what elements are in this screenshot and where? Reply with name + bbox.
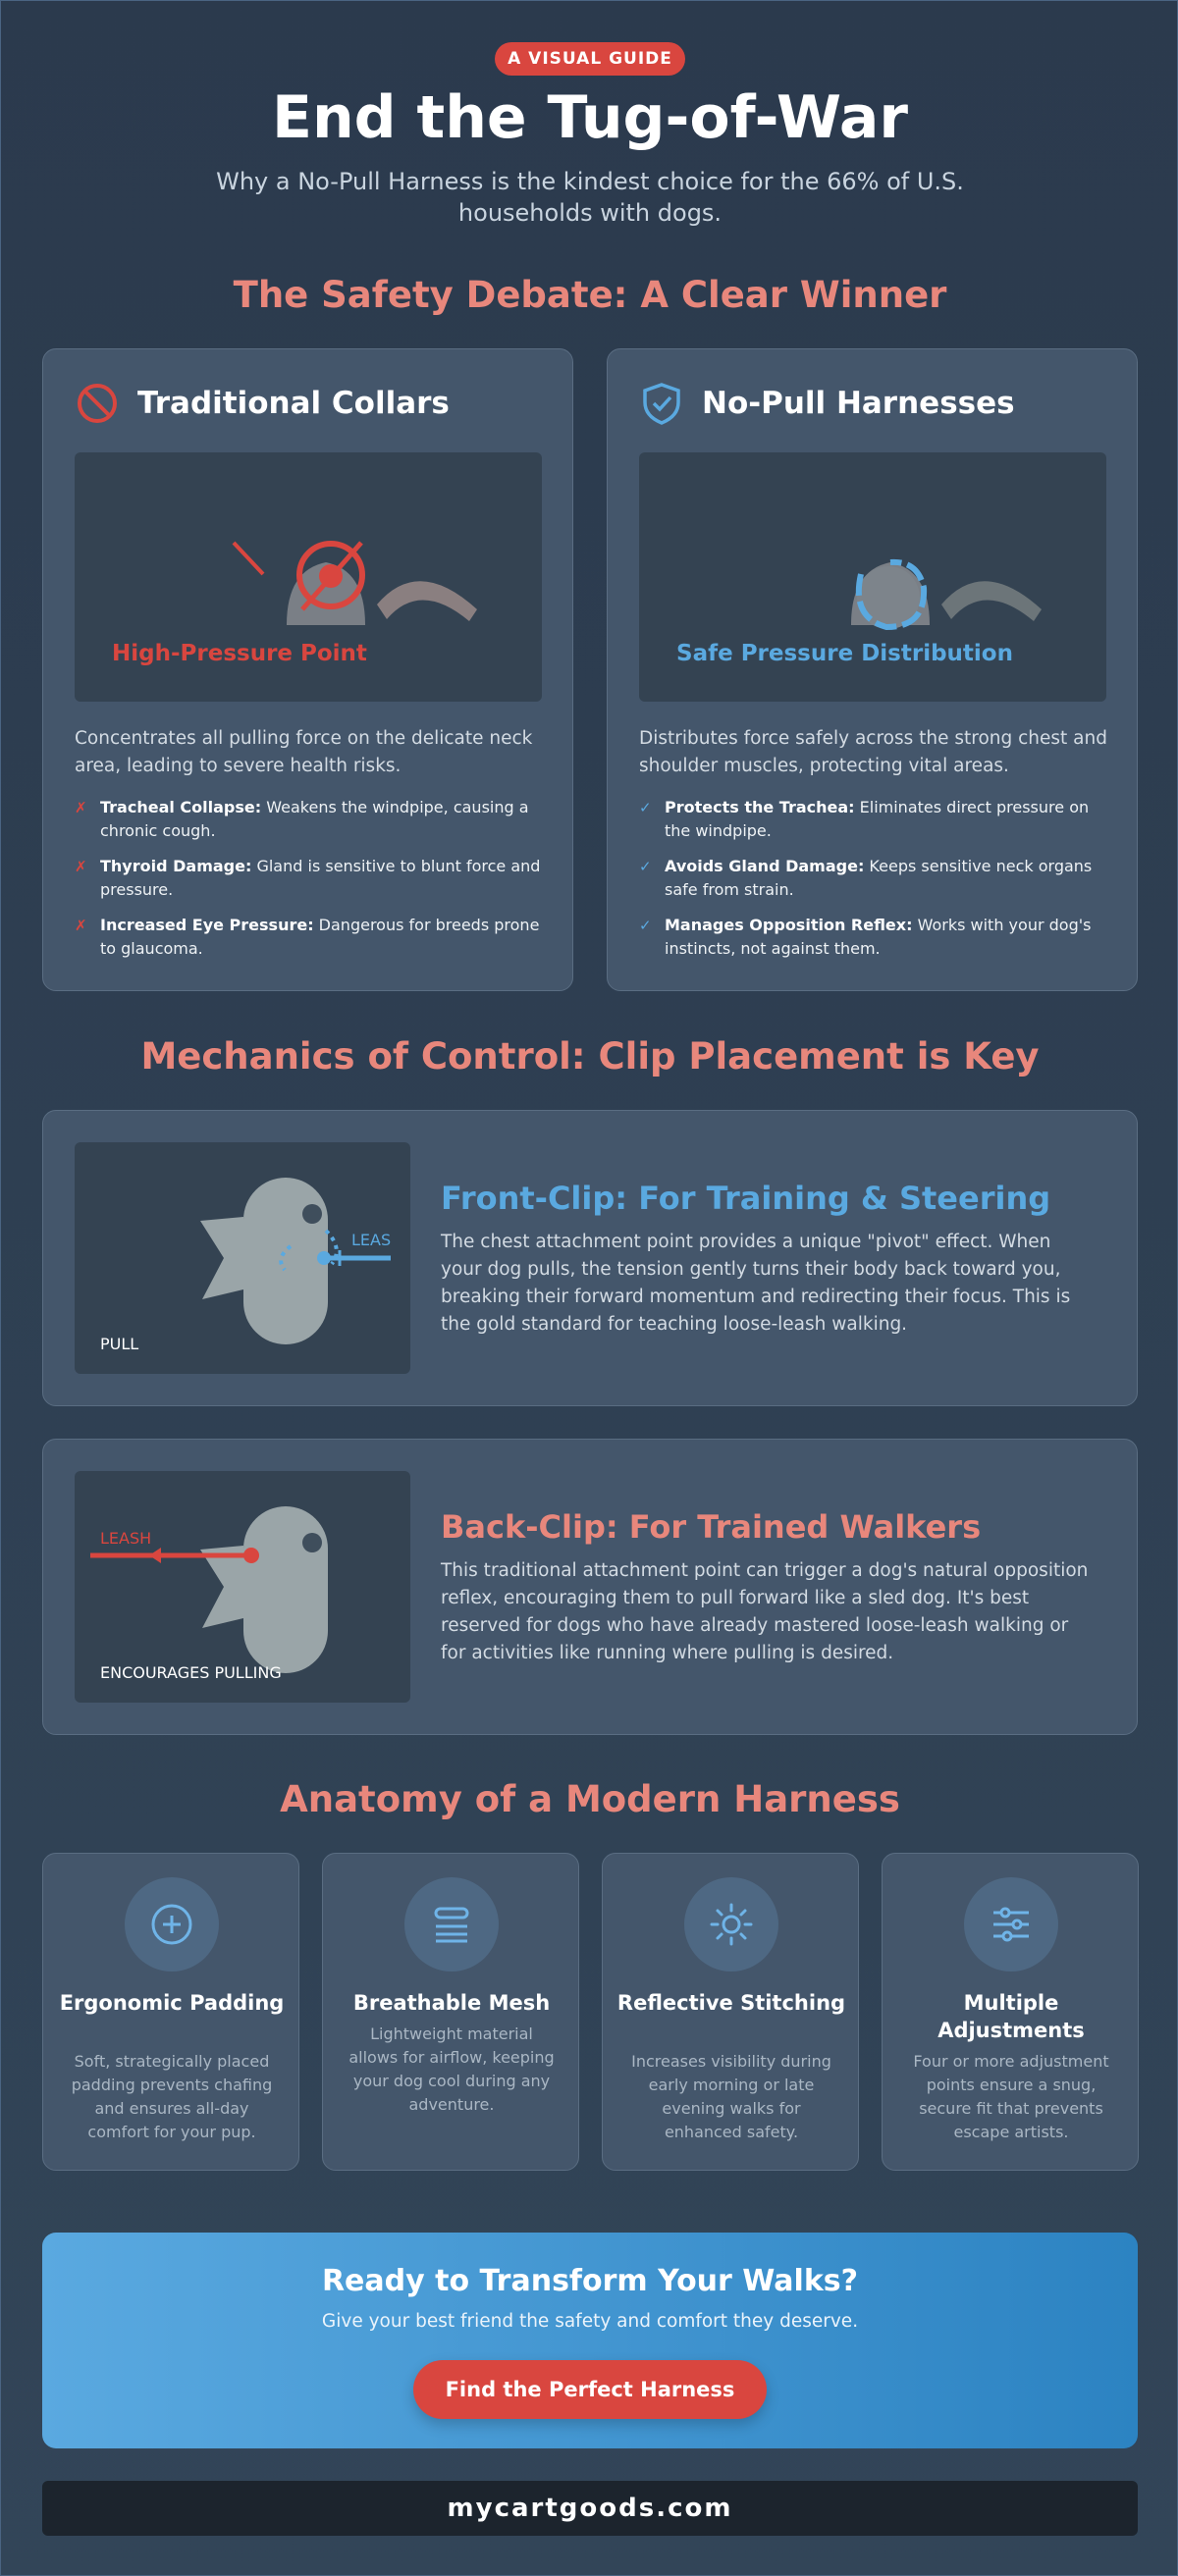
sliders-icon: [988, 1901, 1035, 1948]
feature-card-padding: [42, 1853, 299, 2171]
cta-banner: [42, 2233, 1138, 2448]
sun-icon: [708, 1901, 755, 1948]
check-mark-icon: ✓: [639, 799, 652, 816]
back-clip-title: Back-Clip: For Trained Walkers: [441, 1508, 982, 1546]
list-item: [75, 796, 546, 843]
harnesses-card: [607, 348, 1138, 991]
front-leash-tag: LEAS: [351, 1231, 392, 1249]
back-clip-illustration: [75, 1471, 410, 1703]
harnesses-description: Distributes force safely across the strong chest and shoulder muscles, protecting vital areas.: [639, 728, 1107, 776]
collars-risk-list: [75, 796, 546, 973]
harnesses-benefit-list: [639, 796, 1110, 973]
bullet-text: Keeps sensitive neck organs safe from strain.: [665, 857, 1093, 899]
bullet-text: Gland is sensitive to blunt force and pressure.: [100, 857, 541, 899]
plus-circle-icon: [148, 1901, 195, 1948]
bullet-heading: Increased Eye Pressure:: [100, 916, 314, 934]
feature-title: Reflective Stitching: [616, 1991, 846, 2015]
front-clip-title: Front-Clip: For Training & Steering: [441, 1180, 1051, 1217]
front-clip-card: [42, 1110, 1138, 1406]
feature-description: Increases visibility during early morning or late evening walks for enhanced safety.: [631, 2052, 831, 2141]
feature-title: Multiple Adjustments: [937, 1991, 1085, 2042]
harnesses-card-header: [639, 381, 1015, 426]
feature-description: Lightweight material allows for airflow, keeping your dog cool during any adventure.: [348, 2024, 555, 2114]
high-pressure-label: High-Pressure Point: [112, 641, 367, 666]
safety-section-title: The Safety Debate: A Clear Winner: [233, 274, 947, 316]
mechanics-section-title: Mechanics of Control: Clip Placement is Key: [140, 1035, 1040, 1078]
feature-card-adjustments: [882, 1853, 1139, 2171]
bullet-text: Dangerous for breeds prone to glaucoma.: [100, 916, 540, 958]
collars-card: [42, 348, 573, 991]
bullet-text: Eliminates direct pressure on the windpipe.: [665, 798, 1090, 840]
back-clip-card: [42, 1439, 1138, 1735]
feature-icon-circle: [684, 1877, 778, 1971]
find-harness-button[interactable]: Find the Perfect Harness: [413, 2360, 767, 2419]
collars-card-header: [75, 381, 450, 426]
layers-icon: [428, 1901, 475, 1948]
page-subtitle: Why a No-Pull Harness is the kindest choice for the 66% of U.S. households with dogs.: [216, 168, 964, 227]
feature-icon-circle: [404, 1877, 499, 1971]
list-item: [75, 855, 546, 902]
shield-check-icon: [639, 381, 684, 426]
check-mark-icon: ✓: [639, 917, 652, 934]
x-mark-icon: ✗: [75, 799, 87, 816]
front-clip-caption: PULL: [100, 1335, 139, 1353]
list-item: [75, 914, 546, 961]
feature-title: Breathable Mesh: [352, 1991, 551, 2015]
feature-card-reflective: [602, 1853, 859, 2171]
bullet-heading: Protects the Trachea:: [665, 798, 855, 816]
bullet-heading: Avoids Gland Damage:: [665, 857, 865, 875]
check-mark-icon: ✓: [639, 858, 652, 875]
back-clip-caption: ENCOURAGES PULLING: [100, 1663, 282, 1682]
feature-icon-circle: [964, 1877, 1058, 1971]
bullet-heading: Manages Opposition Reflex:: [665, 916, 913, 934]
safe-distribution-label: Safe Pressure Distribution: [676, 641, 1013, 666]
harnesses-card-title: No-Pull Harnesses: [702, 386, 1015, 421]
page-title: End the Tug-of-War: [271, 83, 909, 152]
harness-pressure-illustration: [639, 452, 1106, 702]
ban-icon: [75, 381, 120, 426]
collars-card-title: Traditional Collars: [137, 386, 450, 421]
list-item: [639, 914, 1110, 961]
feature-icon-circle: [125, 1877, 219, 1971]
bullet-heading: Tracheal Collapse:: [100, 798, 262, 816]
back-leash-tag: LEASH: [100, 1529, 152, 1548]
list-item: [639, 855, 1110, 902]
feature-description: Four or more adjustment points ensure a snug, secure fit that prevents escape artists.: [913, 2052, 1109, 2141]
footer-brand[interactable]: mycartgoods.com: [42, 2481, 1138, 2536]
front-clip-illustration: [75, 1142, 410, 1374]
feature-card-mesh: [322, 1853, 579, 2171]
bullet-text: Works with your dog's instincts, not against them.: [665, 916, 1092, 958]
visual-guide-badge: A VISUAL GUIDE: [495, 42, 685, 76]
front-clip-text: The chest attachment point provides a unique "pivot" effect. When your dog pulls, the tension gently turns their body back toward you, breaking their forward momentum and redirecting their focus. This is the gold standard for teaching loose-leash walking.: [441, 1232, 1071, 1335]
feature-description: Soft, strategically placed padding prevents chafing and ensures all-day comfort for your pup.: [71, 2052, 273, 2141]
feature-title: Ergonomic Padding: [59, 1991, 285, 2015]
collar-pressure-illustration: [75, 452, 542, 702]
cta-subtitle: Give your best friend the safety and comfort they deserve.: [321, 2311, 859, 2332]
collars-description: Concentrates all pulling force on the delicate neck area, leading to severe health risks.: [75, 728, 533, 776]
cta-title: Ready to Transform Your Walks?: [321, 2264, 859, 2298]
anatomy-section-title: Anatomy of a Modern Harness: [280, 1778, 900, 1820]
list-item: [639, 796, 1110, 843]
x-mark-icon: ✗: [75, 858, 87, 875]
bullet-text: Weakens the windpipe, causing a chronic cough.: [100, 798, 529, 840]
back-clip-text: This traditional attachment point can trigger a dog's natural opposition reflex, encouraging them to pull forward like a sled dog. It's best reserved for dogs who have already mastered loose-leash walking or for activities like running where pulling is desired.: [441, 1560, 1089, 1663]
bullet-heading: Thyroid Damage:: [100, 857, 252, 875]
x-mark-icon: ✗: [75, 917, 87, 934]
